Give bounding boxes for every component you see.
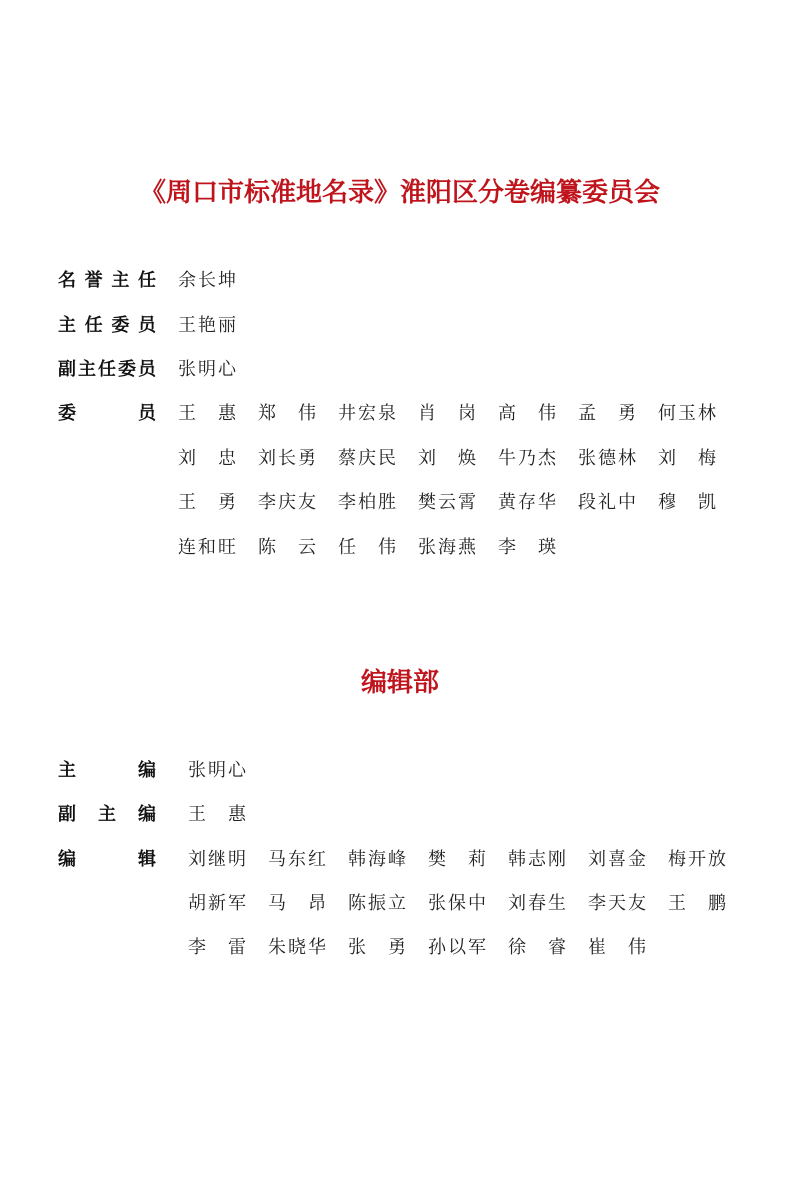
member-name: 李庆友 xyxy=(258,492,316,513)
committee-row xyxy=(58,533,758,563)
member-name: 王 鹏 xyxy=(668,893,726,914)
member-name: 高 伟 xyxy=(498,403,556,424)
member-name: 刘继明 xyxy=(188,849,246,870)
role-label: 委 员 xyxy=(58,403,156,424)
role-label: 副主任委员 xyxy=(58,359,156,380)
role-label: 编 辑 xyxy=(58,849,156,870)
member-name: 刘 焕 xyxy=(418,448,476,469)
member-name: 张明心 xyxy=(178,359,236,380)
member-name: 张 勇 xyxy=(348,937,406,958)
member-name: 井宏泉 xyxy=(338,403,396,424)
member-name: 张德林 xyxy=(578,448,636,469)
member-name: 王 惠 xyxy=(188,804,246,825)
committee-row xyxy=(58,399,758,429)
member-name: 樊云霄 xyxy=(418,492,476,513)
member-name: 王艳丽 xyxy=(178,315,236,336)
member-name: 樊 莉 xyxy=(428,849,486,870)
member-name: 张保中 xyxy=(428,893,486,914)
member-name: 何玉林 xyxy=(658,403,716,424)
member-name: 段礼中 xyxy=(578,492,636,513)
member-name: 余长坤 xyxy=(178,270,236,291)
editorial-row xyxy=(58,933,758,963)
member-name: 徐 睿 xyxy=(508,937,566,958)
member-name: 郑 伟 xyxy=(258,403,316,424)
member-name: 朱晓华 xyxy=(268,937,326,958)
committee-row xyxy=(58,444,758,474)
role-label: 名 誉 主 任 xyxy=(58,270,156,291)
member-name: 刘喜金 xyxy=(588,849,646,870)
member-name: 牛乃杰 xyxy=(498,448,556,469)
role-label: 副 主 编 xyxy=(58,804,156,825)
committee-row xyxy=(58,311,758,341)
editorial-title: 编辑部 xyxy=(360,668,439,698)
member-name: 王 勇 xyxy=(178,492,236,513)
member-name: 李柏胜 xyxy=(338,492,396,513)
member-name: 李 瑛 xyxy=(498,537,556,558)
committee-row xyxy=(58,488,758,518)
member-name: 任 伟 xyxy=(338,537,396,558)
editorial-row xyxy=(58,889,758,919)
committee-row xyxy=(58,266,758,296)
member-name: 李 雷 xyxy=(188,937,246,958)
committee-title: 《周口市标准地名录》淮阳区分卷编纂委员会 xyxy=(139,178,660,208)
member-name: 胡新军 xyxy=(188,893,246,914)
member-name: 刘长勇 xyxy=(258,448,316,469)
member-name: 陈振立 xyxy=(348,893,406,914)
member-name: 孙以军 xyxy=(428,937,486,958)
member-name: 刘春生 xyxy=(508,893,566,914)
editorial-row xyxy=(58,845,758,875)
member-name: 连和旺 xyxy=(178,537,236,558)
member-name: 刘 忠 xyxy=(178,448,236,469)
member-name: 肖 岗 xyxy=(418,403,476,424)
member-name: 马 昂 xyxy=(268,893,326,914)
role-label: 主 编 xyxy=(58,760,156,781)
member-name: 王 惠 xyxy=(178,403,236,424)
member-name: 梅开放 xyxy=(668,849,726,870)
member-name: 孟 勇 xyxy=(578,403,636,424)
member-name: 韩海峰 xyxy=(348,849,406,870)
member-name: 张明心 xyxy=(188,760,246,781)
member-name: 李天友 xyxy=(588,893,646,914)
member-name: 韩志刚 xyxy=(508,849,566,870)
editorial-row xyxy=(58,756,758,786)
editorial-row xyxy=(58,800,758,830)
committee-row xyxy=(58,355,758,385)
member-name: 蔡庆民 xyxy=(338,448,396,469)
member-name: 张海燕 xyxy=(418,537,476,558)
member-name: 穆 凯 xyxy=(658,492,716,513)
role-label: 主 任 委 员 xyxy=(58,315,156,336)
member-name: 崔 伟 xyxy=(588,937,646,958)
member-name: 陈 云 xyxy=(258,537,316,558)
member-name: 马东红 xyxy=(268,849,326,870)
member-name: 刘 梅 xyxy=(658,448,716,469)
member-name: 黄存华 xyxy=(498,492,556,513)
